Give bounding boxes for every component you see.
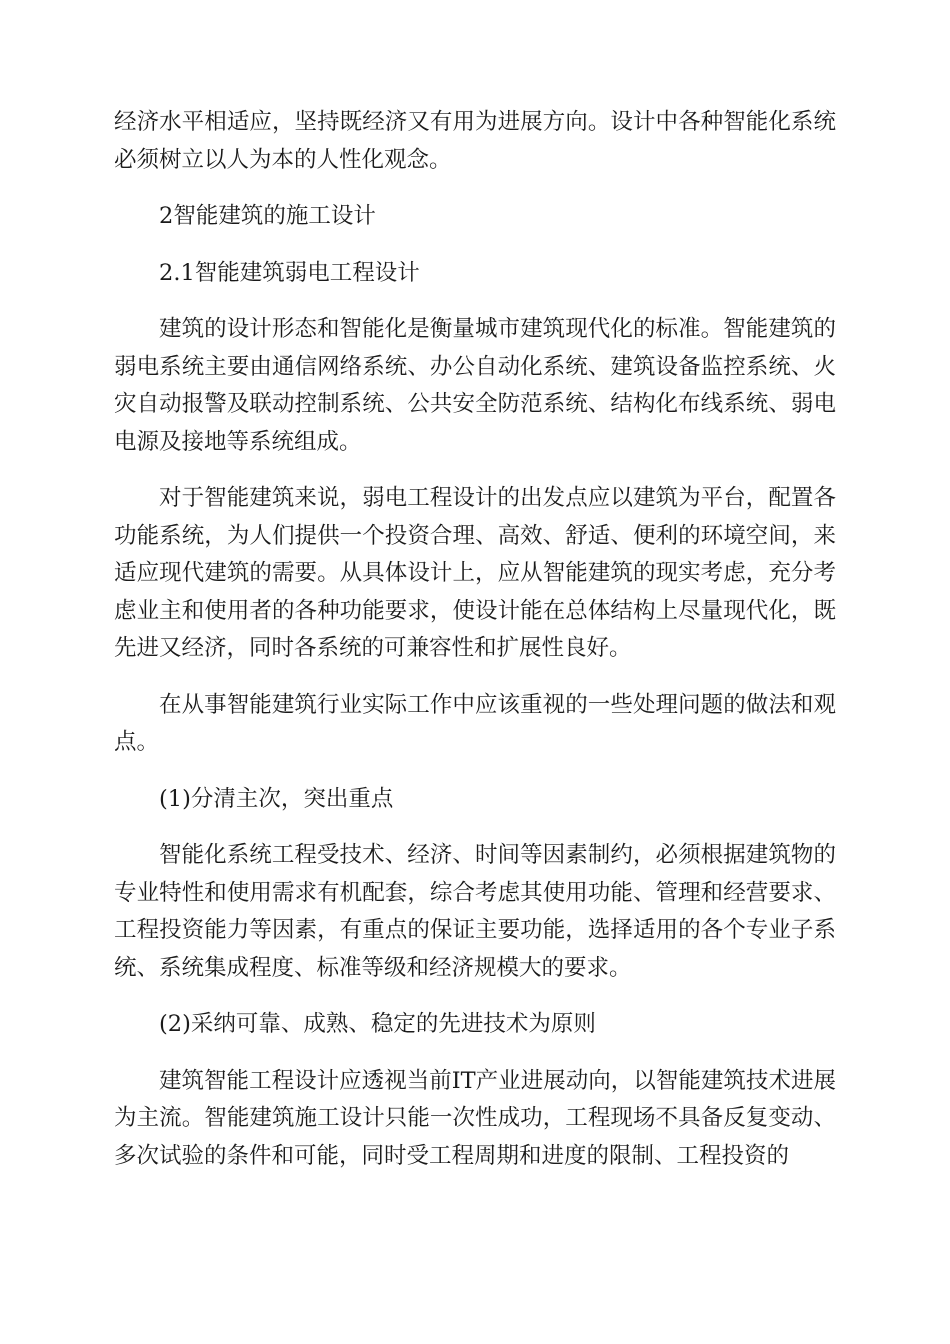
section-heading: 2智能建筑的施工设计 <box>159 203 376 229</box>
paragraph: 建筑智能工程设计应透视当前IT产业进展动向，以智能建筑技术进展为主流。智能建筑施工设计只能一次性成功，工程现场不具备反复变动、多次试验的条件和可能，同时受工程周期和进度的限制、工程投资的 <box>114 1067 836 1169</box>
paragraph: 建筑的设计形态和智能化是衡量城市建筑现代化的标准。智能建筑的弱电系统主要由通信网络系统、办公自动化系统、建筑设备监控系统、火灾自动报警及联动控制系统、公共安全防范系统、结构化布线系统、弱电电源及接地等系统组成。 <box>114 316 836 455</box>
subsection-heading: 2.1智能建筑弱电工程设计 <box>159 259 420 286</box>
paragraph: 在从事智能建筑行业实际工作中应该重视的一些处理问题的做法和观点。 <box>114 691 836 755</box>
paragraph: 对于智能建筑来说，弱电工程设计的出发点应以建筑为平台，配置各功能系统，为人们提供一个投资合理、高效、舒适、便利的环境空间，来适应现代建筑的需要。从具体设计上，应从智能建筑的现实考虑，充分考虑业主和使用者的各种功能要求，使设计能在总体结构上尽量现代化，既先进又经济，同时各系统的可兼容性和扩展性良好。 <box>114 485 836 661</box>
list-heading: (2)采纳可靠、成熟、稳定的先进技术为原则 <box>159 1011 596 1037</box>
paragraph: 智能化系统工程受技术、经济、时间等因素制约，必须根据建筑物的专业特性和使用需求有机配套，综合考虑其使用功能、管理和经营要求、工程投资能力等因素，有重点的保证主要功能，选择适用的各个专业子系统、系统集成程度、标准等级和经济规模大的要求。 <box>114 842 836 981</box>
document-body <box>114 104 836 1194</box>
paragraph-continuation: 经济水平相适应，坚持既经济又有用为进展方向。设计中各种智能化系统必须树立以人为本的人性化观念。 <box>114 109 836 173</box>
list-heading: (1)分清主次，突出重点 <box>159 785 394 812</box>
